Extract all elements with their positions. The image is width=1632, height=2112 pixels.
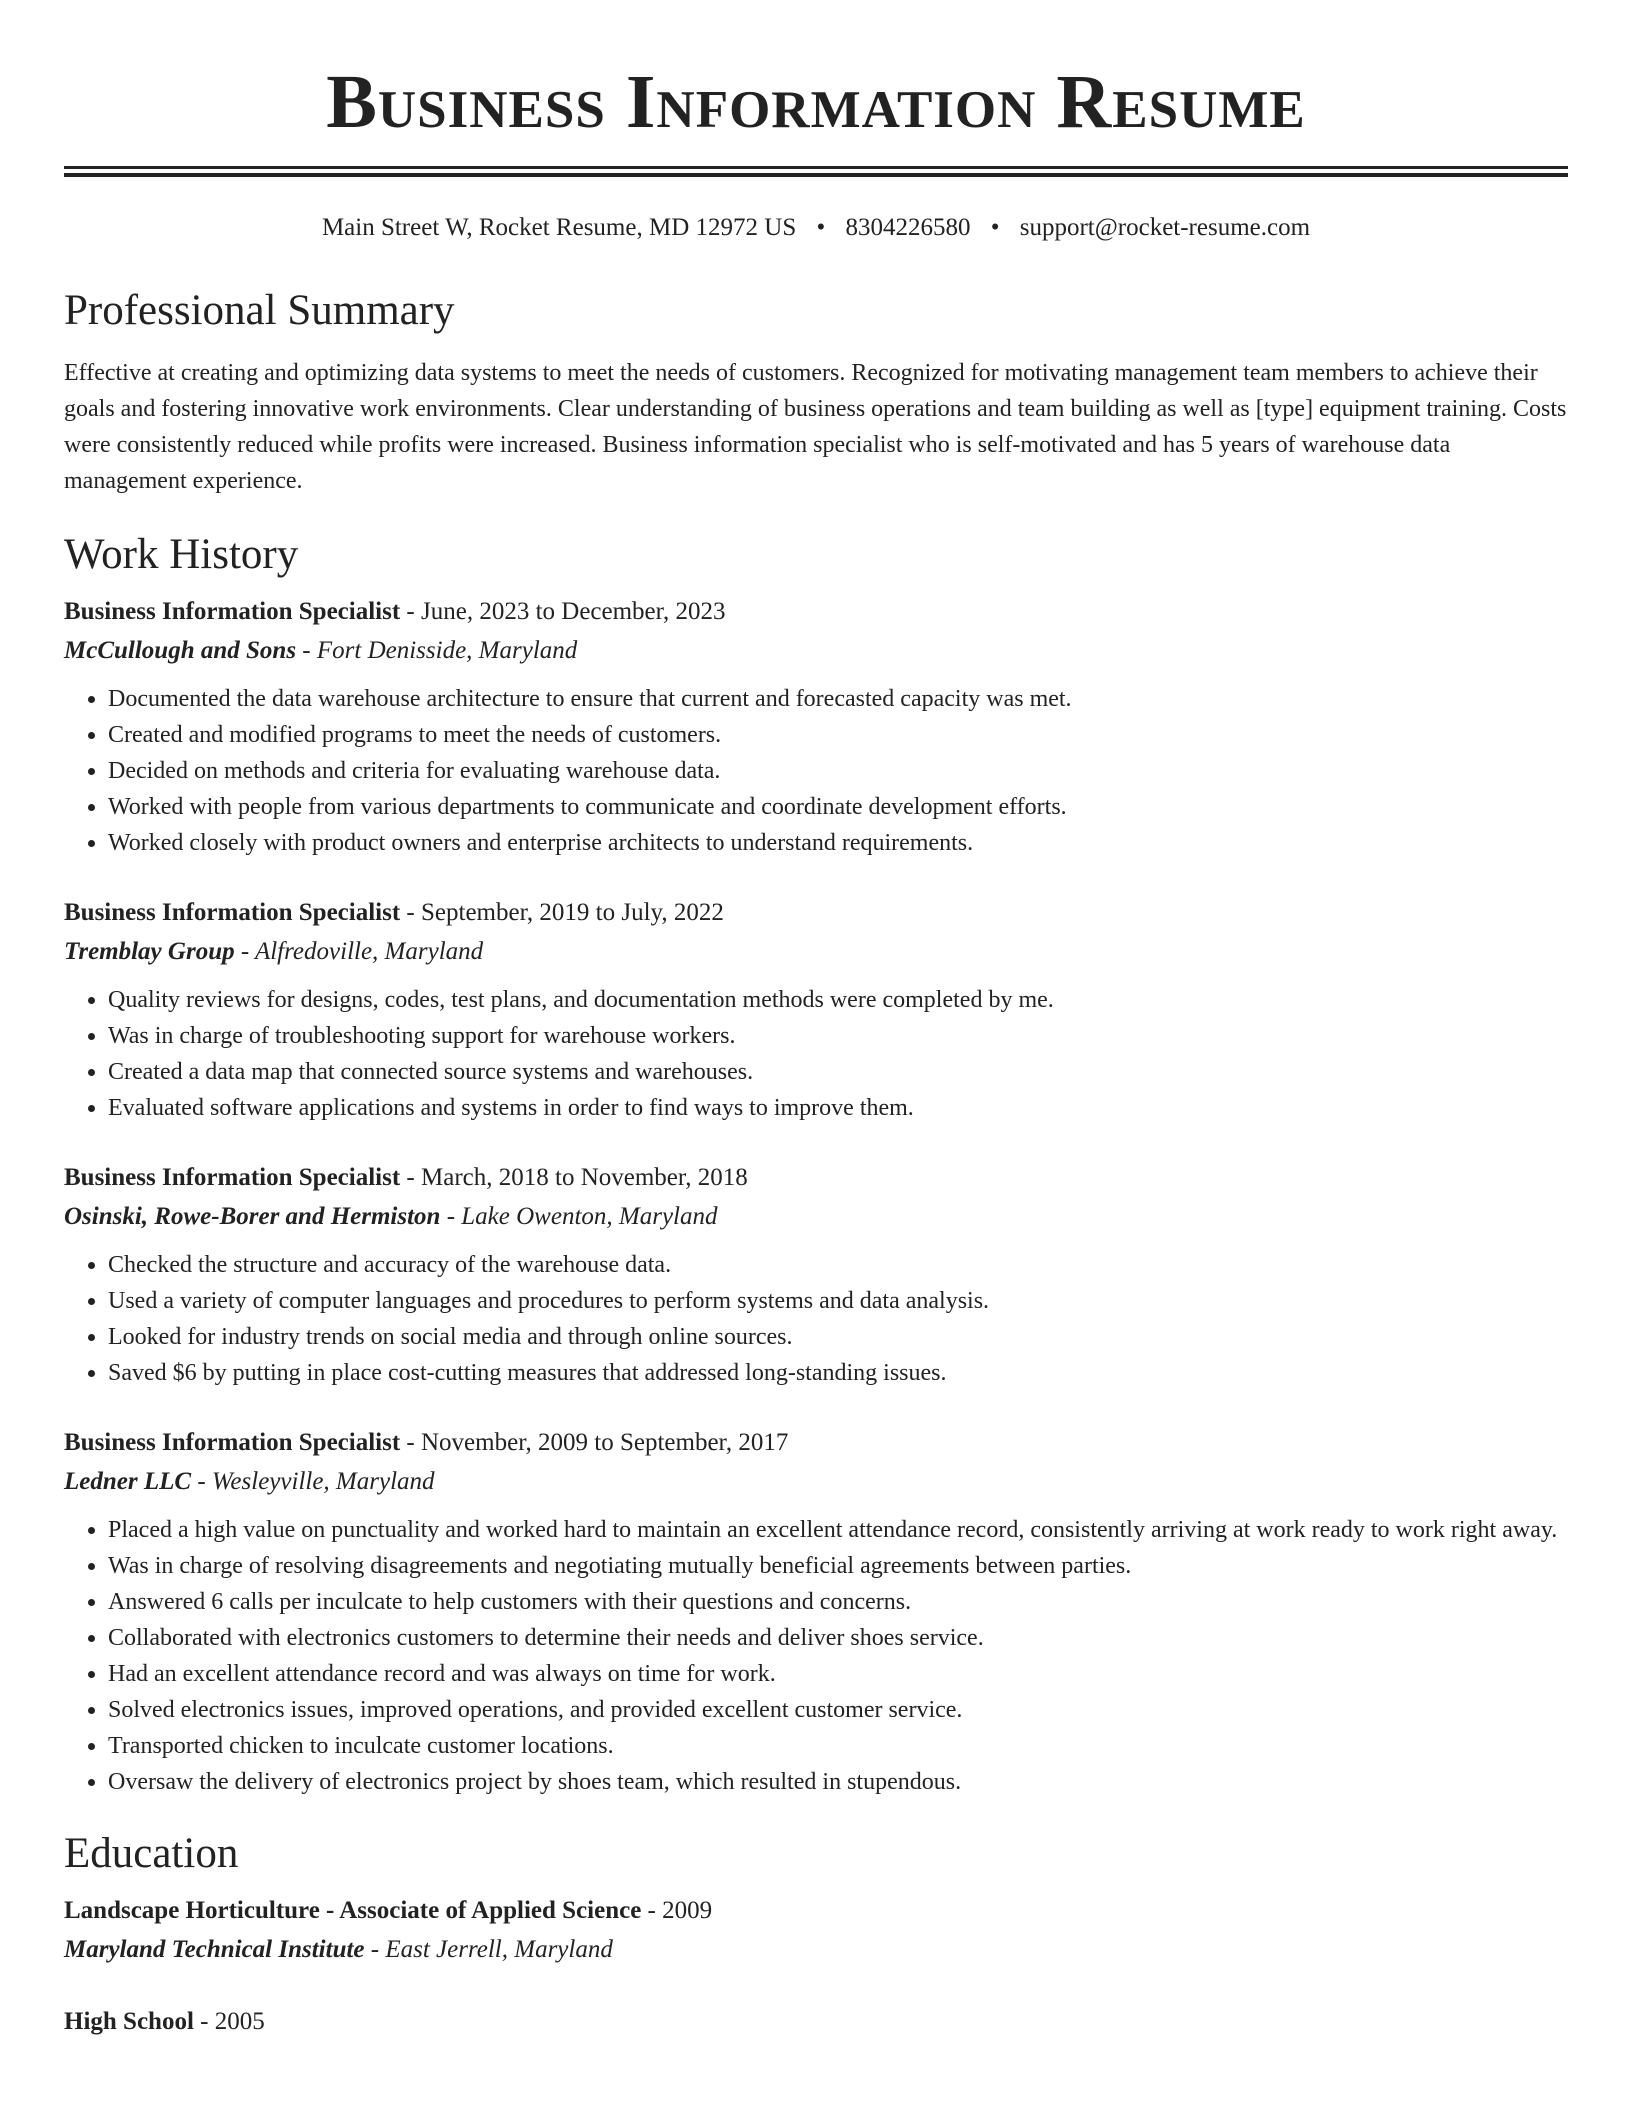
- job-bullets: [64, 982, 1568, 1126]
- contact-separator: •: [990, 214, 1000, 241]
- contact-line: [64, 211, 1568, 245]
- job-bullet: • Worked with people from various departments to communicate and coordinate development efforts.: [108, 789, 1568, 825]
- job-entry: [64, 894, 1568, 1126]
- job-bullet: • Had an excellent attendance record and was always on time for work.: [108, 1656, 1568, 1692]
- job-company-line: [64, 932, 1568, 972]
- job-company-line: [64, 631, 1568, 671]
- job-title: Business Information Specialist: [64, 1429, 401, 1456]
- job-bullet: • Saved $6 by putting in place cost-cutting measures that addressed long-standing issues.: [108, 1355, 1568, 1391]
- job-entry: [64, 593, 1568, 861]
- job-dates: - June, 2023 to December, 2023: [400, 598, 726, 625]
- job-bullet: • Evaluated software applications and systems in order to find ways to improve them.: [108, 1090, 1568, 1126]
- job-company: Ledner LLC: [64, 1468, 192, 1495]
- education-degree: High School: [64, 2008, 194, 2035]
- job-bullet: • Collaborated with electronics customers to determine their needs and deliver shoes service.: [108, 1620, 1568, 1656]
- job-title-line: [64, 894, 1568, 932]
- job-bullet: • Decided on methods and criteria for evaluating warehouse data.: [108, 753, 1568, 789]
- contact-address: Main Street W, Rocket Resume, MD 12972 US: [321, 214, 797, 241]
- job-bullets: [64, 1247, 1568, 1391]
- job-dates: - September, 2019 to July, 2022: [400, 899, 724, 926]
- job-company: Tremblay Group: [64, 938, 235, 965]
- title-divider: [64, 166, 1568, 177]
- job-location: - Fort Denisside, Maryland: [296, 637, 578, 664]
- job-bullet: • Was in charge of resolving disagreements and negotiating mutually beneficial agreements between parties.: [108, 1548, 1568, 1584]
- education-school: Maryland Technical Institute: [64, 1936, 365, 1963]
- job-company-line: [64, 1197, 1568, 1237]
- job-bullet: • Placed a high value on punctuality and worked hard to maintain an excellent attendance record, consistently arriving at work ready to work right away.: [108, 1512, 1568, 1548]
- job-location: - Alfredoville, Maryland: [234, 938, 484, 965]
- job-location: - Lake Owenton, Maryland: [440, 1203, 718, 1230]
- work-history-heading: Work History: [64, 531, 299, 578]
- job-entry: [64, 1159, 1568, 1391]
- job-bullet: • Oversaw the delivery of electronics project by shoes team, which resulted in stupendous.: [108, 1764, 1568, 1800]
- job-bullet: • Created and modified programs to meet the needs of customers.: [108, 717, 1568, 753]
- job-bullet: • Was in charge of troubleshooting support for warehouse workers.: [108, 1018, 1568, 1054]
- summary-heading: Professional Summary: [64, 287, 455, 334]
- education-heading: Education: [64, 1830, 239, 1877]
- job-bullet: • Solved electronics issues, improved operations, and provided excellent customer service.: [108, 1692, 1568, 1728]
- job-bullet: • Quality reviews for designs, codes, test plans, and documentation methods were completed by me.: [108, 982, 1568, 1018]
- job-bullet: • Used a variety of computer languages and procedures to perform systems and data analysis.: [108, 1283, 1568, 1319]
- job-bullet: • Answered 6 calls per inculcate to help customers with their questions and concerns.: [108, 1584, 1568, 1620]
- job-dates: - March, 2018 to November, 2018: [400, 1164, 748, 1191]
- job-bullets: [64, 681, 1568, 861]
- job-title-line: [64, 593, 1568, 631]
- job-bullet: • Looked for industry trends on social media and through online sources.: [108, 1319, 1568, 1355]
- job-bullets: [64, 1512, 1568, 1800]
- job-title: Business Information Specialist: [64, 1164, 401, 1191]
- education-degree: Landscape Horticulture - Associate of Applied Science: [64, 1897, 642, 1924]
- job-bullet: • Checked the structure and accuracy of the warehouse data.: [108, 1247, 1568, 1283]
- resume-title: Business Information Resume: [326, 60, 1306, 144]
- summary-text: Effective at creating and optimizing data systems to meet the needs of customers. Recognized for motivating management team members to achieve their goals and fostering innovative work environments. Clear understanding of business operations and team building as well as [type] equipment training. Costs were consistently reduced while profits were increased. Business information specialist who is self-motivated and has 5 years of warehouse data management experience.: [64, 360, 1567, 494]
- job-company: McCullough and Sons: [64, 637, 297, 664]
- job-title-line: [64, 1424, 1568, 1462]
- job-bullet: • Documented the data warehouse architecture to ensure that current and forecasted capacity was met.: [108, 681, 1568, 717]
- education-entry: [64, 1892, 1568, 1970]
- job-bullet: • Created a data map that connected source systems and warehouses.: [108, 1054, 1568, 1090]
- education-school-line: [64, 1930, 1568, 1970]
- job-title-line: [64, 1159, 1568, 1197]
- contact-phone: 8304226580: [845, 214, 971, 241]
- education-entry: [64, 2003, 1568, 2041]
- education-year: - 2005: [193, 2008, 265, 2035]
- job-entry: [64, 1424, 1568, 1800]
- job-title: Business Information Specialist: [64, 899, 401, 926]
- contact-separator: •: [816, 214, 826, 241]
- education-degree-line: [64, 2003, 1568, 2041]
- education-year: - 2009: [641, 1897, 713, 1924]
- job-company: Osinski, Rowe-Borer and Hermiston: [64, 1203, 441, 1230]
- job-company-line: [64, 1462, 1568, 1502]
- education-degree-line: [64, 1892, 1568, 1930]
- education-location: - East Jerrell, Maryland: [364, 1936, 613, 1963]
- job-bullet: • Worked closely with product owners and enterprise architects to understand requirements.: [108, 825, 1568, 861]
- job-bullet: • Transported chicken to inculcate customer locations.: [108, 1728, 1568, 1764]
- job-dates: - November, 2009 to September, 2017: [400, 1429, 789, 1456]
- job-location: - Wesleyville, Maryland: [191, 1468, 435, 1495]
- job-title: Business Information Specialist: [64, 598, 401, 625]
- contact-email: support@rocket-resume.com: [1019, 214, 1311, 241]
